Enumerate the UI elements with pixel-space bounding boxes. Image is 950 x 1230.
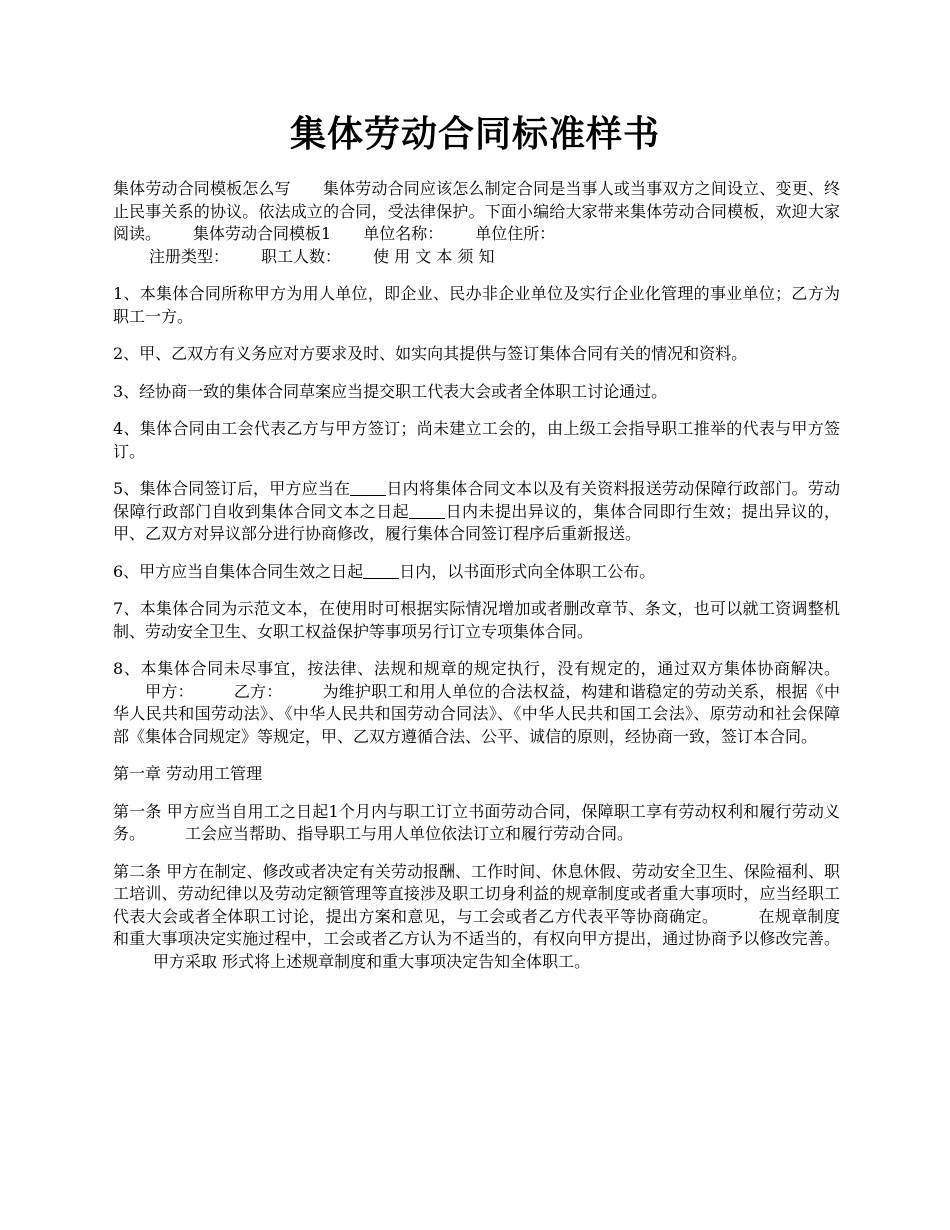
article2-text-b: 在规章制度和重大事项决定实施过程中，工会或者乙方认为不适当的，有权向甲方提出，通过协商予以修改完善。 xyxy=(113,906,840,948)
fill-blank xyxy=(409,502,445,519)
usage-notice-heading: 使 用 文 本 须 知 xyxy=(373,246,495,266)
item6-text-b: 日内，以书面形式向全体职工公布。 xyxy=(399,561,656,581)
intro-heading: 集体劳动合同模板怎么写 xyxy=(113,179,291,198)
document-title: 集体劳动合同标准样书 xyxy=(289,113,660,155)
article1-text-a: 第一条 甲方应当自用工之日起1个月内与职工订立书面劳动合同，保障职工享有劳动权利和履行劳动义务。 xyxy=(113,801,840,843)
fill-blank xyxy=(363,562,399,579)
item5-text-b: 日内将集体合同文本以及有关资料报送劳动保障行政部门。劳动保障行政部门自收到集体合同文本之日起 xyxy=(113,479,840,521)
article-1 xyxy=(113,801,840,846)
article1-text-b: 工会应当帮助、指导职工与用人单位依法订立和履行劳动合同。 xyxy=(185,824,634,843)
notice-item-3: 3、经协商一致的集体合同草案应当提交职工代表大会或者全体职工讨论通过。 xyxy=(113,381,668,401)
document-body xyxy=(113,178,840,988)
article2-text-a: 第二条 甲方在制定、修改或者决定有关劳动报酬、工作时间、休息休假、劳动安全卫生、保险福利、职工培训、劳动纪律以及劳动定额管理等直接涉及职工切身利益的规章制度或者重大事项时，应当经职工代表大会或者全体职工讨论，提出方案和意见，与工会或者乙方代表平等协商确定。 xyxy=(113,861,840,926)
registration-type-label: 注册类型： xyxy=(149,246,230,266)
notice-item-4: 4、集体合同由工会代表乙方与甲方签订；尚未建立工会的，由上级工会指导职工推举的代表与甲方签订。 xyxy=(113,419,840,461)
intro-paragraph xyxy=(113,178,840,268)
chapter-heading: 第一章 劳动用工管理 xyxy=(113,764,263,783)
unit-address-label: 单位住所： xyxy=(475,224,556,243)
intro-text: 集体劳动合同应该怎么制定合同是当事人或当事双方之间设立、变更、终止民事关系的协议。依法成立的合同，受法律保护。下面小编给大家带来集体劳动合同模板，欢迎大家阅读。 xyxy=(113,179,840,243)
article2-text-c: 甲方采取 形式将上述规章制度和重大事项决定告知全体职工。 xyxy=(153,951,591,971)
item5-text-a: 5、集体合同签订后，甲方应当在 xyxy=(113,479,351,498)
item5-text-c: 日内未提出异议的，集体合同即行生效；提出异议的，甲、乙双方对异议部分进行协商修改，履行集体合同签订程序后重新报送。 xyxy=(113,501,840,543)
preamble-text: 为维护职工和用人单位的合法权益，构建和谐稳定的劳动关系，根据《中华人民共和国劳动法》、《中华人民共和国劳动合同法》、《中华人民共和国工会法》、原劳动和社会保障部《集体合同规定》等规定，甲、乙双方遵循合法、公平、诚信的原则，经协商一致，签订本合同。 xyxy=(113,681,840,746)
notice-item-2: 2、甲、乙双方有义务应对方要求及时、如实向其提供与签订集体合同有关的情况和资料。 xyxy=(113,344,748,363)
fill-blank xyxy=(350,479,386,496)
employee-count-label: 职工人数： xyxy=(261,246,342,266)
notice-item-6 xyxy=(113,561,840,584)
template-label: 集体劳动合同模板1 xyxy=(193,224,332,243)
notice-item-1: 1、本集体合同所称甲方为用人单位，即企业、民办非企业单位及实行企业化管理的事业单位；乙方为职工一方。 xyxy=(113,284,840,326)
party-b-label: 乙方： xyxy=(233,681,283,701)
item6-text-a: 6、甲方应当自集体合同生效之日起 xyxy=(113,561,364,581)
notice-item-7: 7、本集体合同为示范文本，在使用时可根据实际情况增加或者删改章节、条文，也可以就工资调整机制、劳动安全卫生、女职工权益保护等事项另行订立专项集体合同。 xyxy=(113,599,840,641)
party-a-label: 甲方： xyxy=(145,681,194,701)
item8-text: 8、本集体合同未尽事宜，按法律、法规和规章的规定执行，没有规定的，通过双方集体协商解决。 xyxy=(113,659,840,678)
unit-name-label: 单位名称： xyxy=(363,224,444,243)
notice-item-8 xyxy=(113,658,840,748)
notice-item-5 xyxy=(113,478,840,546)
article-2 xyxy=(113,861,840,974)
